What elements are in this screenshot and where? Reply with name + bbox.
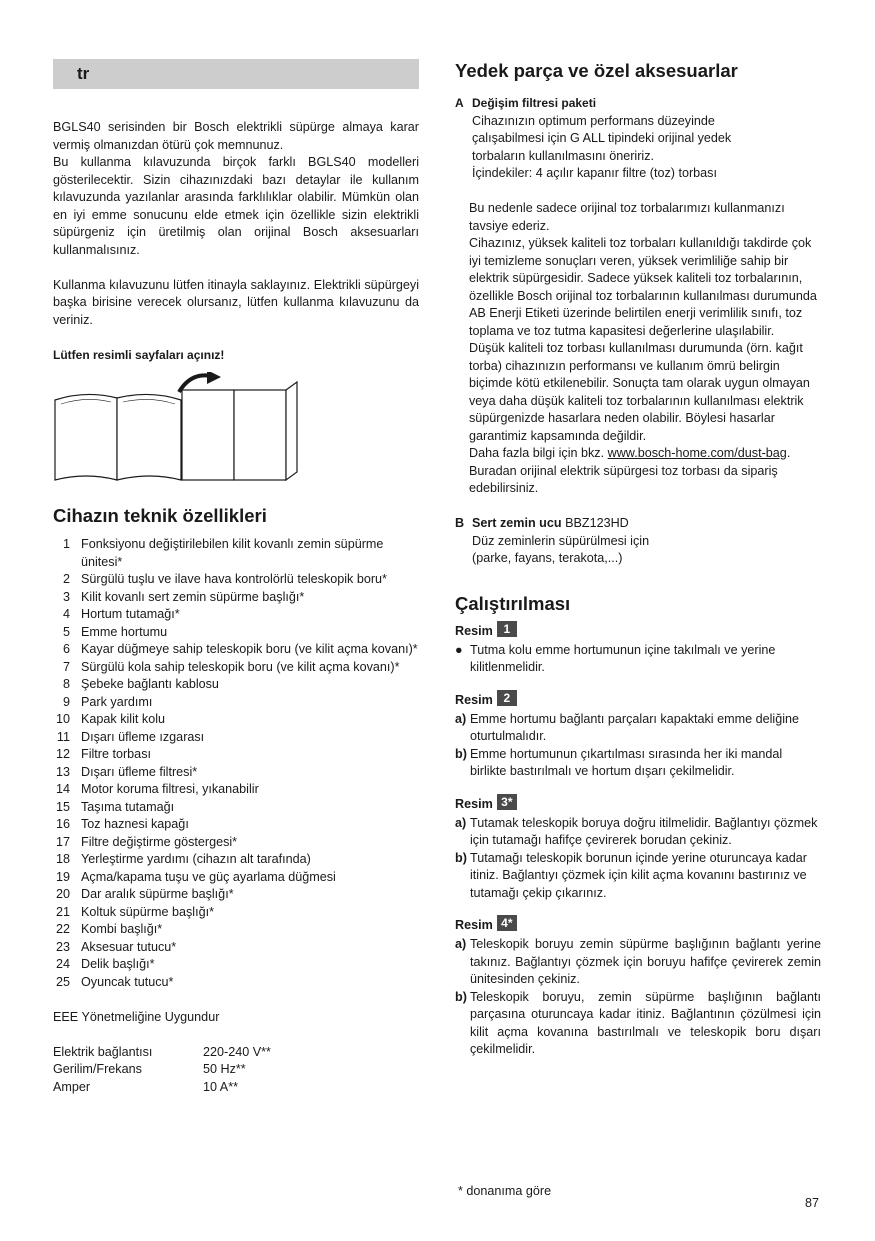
feature-item <box>53 746 419 764</box>
step-text: Teleskopik boruyu, zemin süpürme başlığının bağlantı parçasına oturuncaya kadar itiniz. Bağlantının çözülmesi için kilit açma kovanına bastırılmalı ve teleskopik boru dışarı çekilmelidir. <box>470 989 821 1056</box>
feature-number: 5 <box>62 624 70 639</box>
feature-item <box>53 589 419 607</box>
spec-row <box>53 1061 419 1079</box>
feature-text: Park yardımı <box>81 694 153 709</box>
feature-text: Toz haznesi kapağı <box>81 817 189 831</box>
spec-value: 220-240 V** <box>203 1044 271 1059</box>
figure-label: Resim <box>455 692 493 707</box>
figure-badge: 3* <box>497 794 517 810</box>
right-column <box>455 59 821 1059</box>
feature-item <box>53 571 419 589</box>
step-label: a) <box>455 711 467 726</box>
spare-parts-title: Yedek parça ve özel aksesuarlar <box>455 60 738 81</box>
intro-paragraph-2: Bu kullanma kılavuzunda birçok farklı BGLS40 modelleri gösterilecektir. Sizin cihazınızdaki bazı detaylar ile kullanım kılavuzunda yazılanlar arasında farklılıklar olabilir. Mümkün olan en iyi emme sonucunu elde etmek için özellikle sizin elektrikli süpürgeniz için üretilmiş olan orijinal Bosch aksesuarları kullanmalısınız. <box>53 155 419 257</box>
feature-item <box>53 816 419 834</box>
feature-item <box>53 606 419 624</box>
feature-item <box>53 799 419 817</box>
spec-key: Amper <box>53 1079 91 1094</box>
figure-label: Resim <box>455 796 493 811</box>
feature-number: 14 <box>55 782 70 796</box>
figure-1-text: Tutma kolu emme hortumunun içine takılmalı ve yerine kilitlenmelidir. <box>470 642 776 674</box>
step-text: Tutamak teleskopik boruya doğru itilmelidir. Bağlantıyı çözmek için tutamağı hafifçe çevirerek borudan çekiniz. <box>470 815 818 847</box>
feature-item <box>53 974 419 992</box>
language-code: tr <box>77 64 90 83</box>
feature-number: 15 <box>55 799 70 814</box>
section-a-line: Cihazınızın optimum performans düzeyinde <box>472 113 715 128</box>
feature-number: 9 <box>62 694 70 709</box>
feature-item <box>53 886 419 904</box>
operation-title: Çalıştırılması <box>455 592 571 614</box>
feature-text: Dar aralık süpürme başlığı* <box>81 887 234 901</box>
figure-ref-4 <box>455 916 821 936</box>
section-a-title: Değişim filtresi paketi <box>472 96 597 110</box>
feature-item <box>53 851 419 869</box>
bullet-icon: ● <box>455 642 463 657</box>
feature-number: 2 <box>62 572 70 586</box>
feature-text: Kapak kilit kolu <box>81 712 165 726</box>
feature-number: 19 <box>55 869 70 884</box>
step-text: Tutamağı teleskopik borunun içinde yerine oturuncaya kadar itiniz. Bağlantıyı çözmek için kilit açma kovanını bastırınız ve tutamağı çekip çıkarınız. <box>470 850 807 900</box>
figure-ref-3 <box>455 795 821 815</box>
figure-badge: 4* <box>497 915 517 931</box>
feature-number: 12 <box>55 747 70 761</box>
feature-number: 18 <box>55 852 70 866</box>
feature-text: Dışarı üfleme ızgarası <box>81 729 205 744</box>
section-a-line: İçindekiler: 4 açılır kapanır filtre (toz) torbası <box>472 166 717 180</box>
feature-text: Filtre torbası <box>81 747 151 761</box>
feature-number: 3 <box>62 589 70 604</box>
feature-text: Delik başlığı* <box>81 957 155 971</box>
feature-item <box>53 624 419 642</box>
features-list <box>53 536 419 991</box>
feature-text: Dışarı üfleme filtresi* <box>81 764 198 779</box>
open-pages-note: Lütfen resimli sayfaları açınız! <box>53 347 225 362</box>
figure-3-step-a <box>455 815 821 850</box>
spec-key: Elektrik bağlantısı <box>53 1044 153 1059</box>
dust-bag-paragraph-2: Cihazınız, yüksek kaliteli toz torbaları kullanıldığı takdirde çok iyi temizleme sonuçları veren, yüksek verimliliğe sahip bir elektrik süpürgesidir. Sadece yüksek kaliteli toz torbalarının, özellikle Bosch orijinal toz torbalarının kullanılması durumunda AB Enerji Etiketi üzerinde belirtilen enerji verimlilik sınıfı, toz toplama ve toz tutma kapasitesi değerlerine ulaşılabilir. <box>469 236 817 338</box>
spec-row <box>53 1044 419 1062</box>
feature-text: Sürgülü tuşlu ve ilave hava kontrolörlü teleskopik boru* <box>81 572 387 586</box>
dust-bag-link[interactable]: www.bosch-home.com/dust-bag <box>607 446 787 460</box>
feature-text: Emme hortumu <box>81 624 168 639</box>
figure-badge: 1 <box>497 621 517 637</box>
feature-item <box>53 659 419 677</box>
feature-number: 10 <box>55 712 70 726</box>
feature-item <box>53 956 419 974</box>
section-b-body <box>455 533 821 568</box>
figure-4-step-b <box>455 989 821 1059</box>
dust-bag-text: . Buradan orijinal elektrik süpürgesi toz torbası da sipariş edebilirsiniz. <box>469 446 791 495</box>
feature-text: Şebeke bağlantı kablosu <box>81 677 219 691</box>
figure-3-step-b <box>455 850 821 903</box>
step-label: b) <box>455 746 467 761</box>
section-a-heading <box>455 95 821 113</box>
section-b-heading <box>455 515 821 533</box>
feature-number: 21 <box>55 904 70 919</box>
spec-key: Gerilim/Frekans <box>53 1062 142 1076</box>
feature-item <box>53 764 419 782</box>
feature-item <box>53 536 419 571</box>
dust-bag-text: Daha fazla bilgi için bkz. <box>469 446 608 460</box>
spec-value: 10 A** <box>203 1079 239 1094</box>
feature-text: Kombi başlığı* <box>81 922 163 936</box>
spec-row <box>53 1079 419 1097</box>
feature-item <box>53 694 419 712</box>
intro-paragraph-1: BGLS40 serisinden bir Bosch elektrikli süpürge almaya karar vermiş olmanızdan ötürü çok memnunuz. <box>53 120 419 152</box>
feature-text: Fonksiyonu değiştirilebilen kilit kovanlı zemin süpürme ünitesi* <box>81 537 384 569</box>
intro-paragraph-3: Kullanma kılavuzunu lütfen itinayla saklayınız. Elektrikli süpürgeyi başka birisine verecek olursanız, lütfen kullanma kılavuzunu da veriniz. <box>53 277 419 327</box>
spec-table <box>53 1044 419 1097</box>
section-b-line: Düz zeminlerin süpürülmesi için <box>472 533 650 548</box>
figure-4-step-a <box>455 936 821 989</box>
feature-number: 20 <box>55 887 70 901</box>
feature-number: 25 <box>55 974 70 989</box>
figure-ref-2 <box>455 691 821 711</box>
feature-number: 8 <box>62 677 70 691</box>
figure-badge: 2 <box>497 690 517 706</box>
open-pages-illustration <box>53 372 303 482</box>
feature-item <box>53 711 419 729</box>
step-label: b) <box>455 989 467 1004</box>
spec-value: 50 Hz** <box>203 1062 246 1076</box>
eee-compliance: EEE Yönetmeliğine Uygundur <box>53 1009 220 1024</box>
section-b-code: BBZ123HD <box>565 516 629 530</box>
feature-number: 4 <box>62 607 70 621</box>
step-text: Emme hortumu bağlantı parçaları kapaktaki emme deliğine oturtulmalıdır. <box>470 711 799 743</box>
feature-number: 7 <box>62 659 70 674</box>
step-label: b) <box>455 850 467 865</box>
feature-text: Aksesuar tutucu* <box>81 939 177 954</box>
feature-number: 23 <box>55 939 70 954</box>
feature-item <box>53 834 419 852</box>
step-text: Teleskopik boruyu zemin süpürme başlığının bağlantı yerine takınız. Bağlantıyı çözmek için boruyu hafifçe çevirerek zemin ünitesinden çekiniz. <box>470 937 821 986</box>
feature-number: 16 <box>55 817 70 831</box>
feature-text: Taşıma tutamağı <box>81 799 175 814</box>
footnote: * donanıma göre <box>458 1184 552 1198</box>
feature-item <box>53 781 419 799</box>
figure-label: Resim <box>455 918 493 933</box>
feature-text: Açma/kapama tuşu ve güç ayarlama düğmesi <box>81 869 336 884</box>
feature-item <box>53 939 419 957</box>
feature-text: Hortum tutamağı* <box>81 607 180 621</box>
section-b-title: Sert zemin ucu <box>472 516 562 530</box>
feature-item <box>53 676 419 694</box>
feature-number: 1 <box>62 537 70 551</box>
feature-number: 24 <box>55 957 70 971</box>
feature-item <box>53 869 419 887</box>
feature-text: Kilit kovanlı sert zemin süpürme başlığı* <box>81 589 305 604</box>
feature-number: 6 <box>62 642 70 656</box>
figure-2-step-b <box>455 746 821 781</box>
section-a-body <box>455 113 821 183</box>
left-column <box>53 119 419 1096</box>
feature-text: Yerleştirme yardımı (cihazın alt tarafında) <box>81 852 311 866</box>
feature-text: Koltuk süpürme başlığı* <box>81 904 215 919</box>
section-b-line: (parke, fayans, terakota,...) <box>472 551 623 565</box>
feature-item <box>53 641 419 659</box>
feature-item <box>53 904 419 922</box>
feature-number: 22 <box>55 922 70 936</box>
section-a-line: çalışabilmesi için G ALL tipindeki orijinal yedek <box>472 131 732 145</box>
section-a-line: torbaların kullanılmasını öneririz. <box>472 148 654 163</box>
dust-bag-paragraph-1: Bu nedenle sadece orijinal toz torbalarımızı kullanmanızı tavsiye ederiz. <box>469 201 785 233</box>
step-text: Emme hortumunun çıkartılması sırasında her iki mandal birlikte bastırılmalı ve hortum dışarı çekilmelidir. <box>470 746 783 778</box>
dust-bag-paragraph-3: Düşük kaliteli toz torbası kullanılması durumunda (örn. kağıt torba) cihazınızın performansı ve kullanım ömrü belirgin biçimde kötü etkilenebilir. Sonuçta tam olarak uygun olmayan veya daha düşük kaliteli toz torbalarının kullanılması elektrik süpürgenizde hasarlara neden olabilir. Böylesi hasarlar garantimiz kapsamında değildir. <box>469 341 810 443</box>
feature-item <box>53 729 419 747</box>
feature-number: 17 <box>55 834 70 849</box>
feature-text: Kayar düğmeye sahip teleskopik boru (ve kilit açma kovanı)* <box>81 642 418 656</box>
feature-text: Oyuncak tutucu* <box>81 974 174 989</box>
feature-item <box>53 921 419 939</box>
feature-text: Motor koruma filtresi, yıkanabilir <box>81 782 259 796</box>
figure-label: Resim <box>455 623 493 638</box>
figure-2-step-a <box>455 711 821 746</box>
page-number: 87 <box>804 1196 819 1210</box>
feature-number: 11 <box>56 729 70 744</box>
feature-text: Filtre değiştirme göstergesi* <box>81 834 238 849</box>
step-label: a) <box>455 937 467 951</box>
step-label: a) <box>455 815 467 830</box>
feature-text: Sürgülü kola sahip teleskopik boru (ve kilit açma kovanı)* <box>81 659 400 674</box>
language-header-bar <box>53 59 419 89</box>
figure-ref-1 <box>455 622 821 642</box>
section-a-letter: A <box>455 96 464 110</box>
features-title: Cihazın teknik özellikleri <box>53 505 267 526</box>
dust-bag-paragraph-4 <box>469 445 821 498</box>
section-b-letter: B <box>455 516 465 530</box>
figure-1-step <box>455 642 821 677</box>
folded-pages-icon <box>53 372 303 482</box>
dust-bag-info <box>455 200 821 498</box>
feature-number: 13 <box>55 764 70 779</box>
